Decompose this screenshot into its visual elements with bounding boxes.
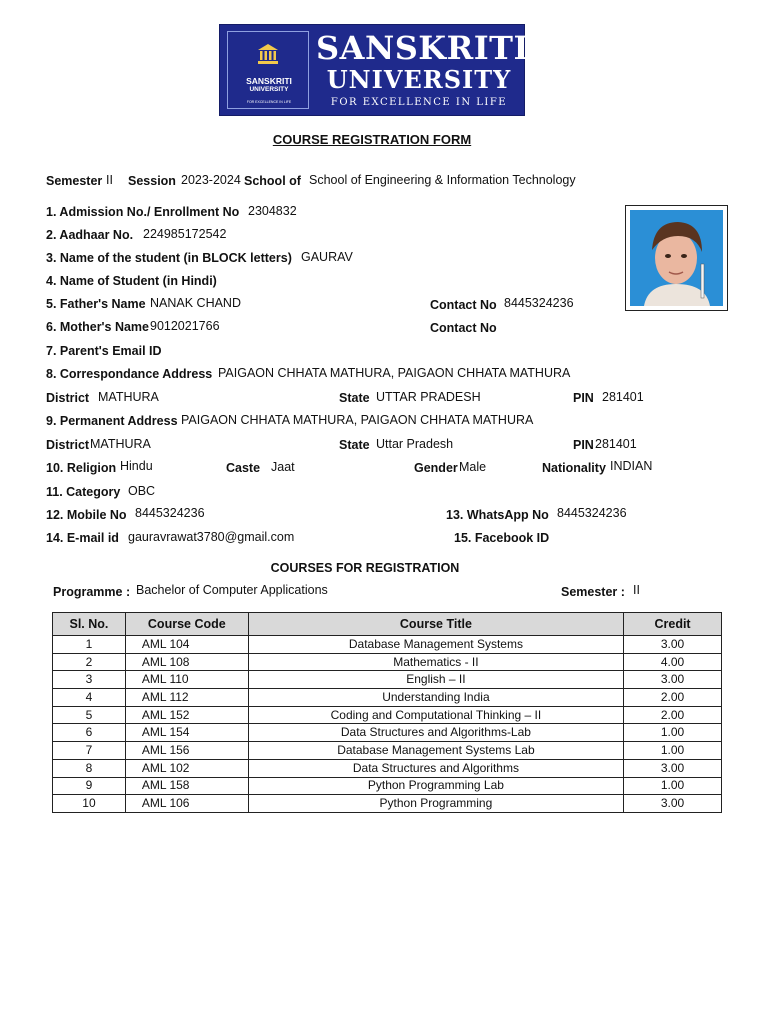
state2-value: Uttar Pradesh [376, 437, 454, 451]
courses-table [52, 612, 722, 813]
programme-value: Bachelor of Computer Applications [136, 583, 328, 597]
cell-course-title: English – II [248, 671, 623, 689]
logo-tagline: FOR EXCELLENCE IN LIFE [330, 97, 508, 108]
perm-address-value: PAIGAON CHHATA MATHURA, PAIGAON CHHATA MATHURA [181, 413, 534, 427]
religion-value: Hindu [120, 459, 153, 473]
cell-sl-no: 7 [53, 742, 126, 760]
district-label: District [46, 391, 90, 405]
table-row [53, 759, 722, 777]
cell-course-title: Database Management Systems [248, 636, 623, 654]
form-title: COURSE REGISTRATION FORM [272, 132, 472, 147]
cell-course-code: AML 102 [125, 759, 248, 777]
district2-value: MATHURA [90, 437, 151, 451]
whatsapp-label: 13. WhatsApp No [446, 508, 549, 522]
state2-label: State [339, 438, 370, 452]
cell-course-title: Coding and Computational Thinking – II [248, 706, 623, 724]
programme-semester-value: II [633, 583, 640, 597]
aadhaar-value: 224985172542 [143, 227, 227, 241]
admission-value: 2304832 [248, 204, 297, 218]
cell-credit: 3.00 [624, 795, 722, 813]
cell-credit: 1.00 [624, 724, 722, 742]
table-row [53, 724, 722, 742]
session-label: Session [128, 174, 176, 188]
cell-credit: 3.00 [624, 759, 722, 777]
cell-course-code: AML 110 [125, 671, 248, 689]
nationality-value: INDIAN [610, 459, 653, 473]
courses-heading: COURSES FOR REGISTRATION [270, 561, 460, 575]
table-header-row [53, 613, 722, 636]
gender-label: Gender [414, 461, 458, 475]
state-label: State [339, 391, 370, 405]
cell-credit: 1.00 [624, 742, 722, 760]
cell-sl-no: 3 [53, 671, 126, 689]
student-name-label: 3. Name of the student (in BLOCK letters) [46, 251, 292, 265]
logo-name-line2: UNIVERSITY [326, 65, 512, 94]
parent-email-label: 7. Parent's Email ID [46, 344, 162, 358]
table-row [53, 653, 722, 671]
mother-name-label: 6. Mother's Name [46, 320, 150, 334]
emblem-name-1: SANSKRITI [246, 76, 292, 86]
cell-sl-no: 2 [53, 653, 126, 671]
cell-course-title: Python Programming Lab [248, 777, 623, 795]
table-row [53, 742, 722, 760]
corr-address-value: PAIGAON CHHATA MATHURA, PAIGAON CHHATA MATHURA [218, 366, 571, 380]
table-row [53, 795, 722, 813]
perm-address-label: 9. Permanent Address [46, 414, 178, 428]
cell-sl-no: 5 [53, 706, 126, 724]
district2-label: District [46, 438, 90, 452]
cell-course-title: Data Structures and Algorithms-Lab [248, 724, 623, 742]
programme-label: Programme : [53, 585, 131, 599]
religion-label: 10. Religion [46, 461, 117, 475]
caste-value: Jaat [271, 460, 295, 474]
col-header-sl-no: Sl. No. [53, 613, 126, 636]
aadhaar-label: 2. Aadhaar No. [46, 228, 134, 242]
logo-emblem-box [227, 31, 309, 109]
cell-sl-no: 4 [53, 689, 126, 707]
cell-course-title: Mathematics - II [248, 653, 623, 671]
cell-credit: 1.00 [624, 777, 722, 795]
emblem-tagline: FOR EXCELLENCE IN LIFE [246, 100, 292, 104]
building-icon [256, 42, 280, 66]
cell-course-title: Python Programming [248, 795, 623, 813]
student-portrait-icon [626, 206, 727, 310]
email-value: gauravrawat3780@gmail.com [128, 530, 295, 544]
state-value: UTTAR PRADESH [376, 390, 481, 404]
mobile-value: 8445324236 [135, 506, 205, 520]
corr-address-label: 8. Correspondance Address [46, 367, 213, 381]
table-row [53, 636, 722, 654]
cell-sl-no: 6 [53, 724, 126, 742]
father-name-label: 5. Father's Name [46, 297, 146, 311]
cell-course-code: AML 158 [125, 777, 248, 795]
school-value: School of Engineering & Information Technology [309, 173, 576, 187]
hindi-name-label: 4. Name of Student (in Hindi) [46, 274, 217, 288]
table-row [53, 671, 722, 689]
session-value: 2023-2024 [181, 173, 241, 187]
school-label: School of [244, 174, 301, 188]
pin2-value: 281401 [595, 437, 637, 451]
cell-course-code: AML 108 [125, 653, 248, 671]
cell-course-code: AML 152 [125, 706, 248, 724]
emblem-name-2: UNIVERSITY [249, 86, 289, 93]
table-row [53, 777, 722, 795]
gender-value: Male [459, 460, 487, 474]
university-logo [219, 24, 529, 116]
col-header-course-title: Course Title [248, 613, 623, 636]
cell-sl-no: 9 [53, 777, 126, 795]
admission-label: 1. Admission No./ Enrollment No [46, 205, 240, 219]
father-contact-value: 8445324236 [504, 296, 574, 310]
student-name-value: GAURAV [301, 250, 353, 264]
mother-name-value: 9012021766 [150, 319, 220, 333]
student-photo [625, 205, 728, 311]
caste-label: Caste [226, 461, 261, 475]
cell-course-code: AML 154 [125, 724, 248, 742]
father-contact-label: Contact No [430, 298, 497, 312]
cell-course-code: AML 156 [125, 742, 248, 760]
nationality-label: Nationality [542, 461, 606, 475]
programme-semester-label: Semester : [561, 585, 625, 599]
col-header-course-code: Course Code [125, 613, 248, 636]
cell-course-code: AML 104 [125, 636, 248, 654]
cell-sl-no: 8 [53, 759, 126, 777]
cell-sl-no: 1 [53, 636, 126, 654]
cell-course-code: AML 112 [125, 689, 248, 707]
semester-value: II [106, 173, 113, 187]
table-row [53, 689, 722, 707]
semester-label: Semester [46, 174, 103, 188]
email-label: 14. E-mail id [46, 531, 119, 545]
cell-course-title: Database Management Systems Lab [248, 742, 623, 760]
father-name-value: NANAK CHAND [150, 296, 241, 310]
pin2-label: PIN [573, 438, 594, 452]
category-label: 11. Category [46, 485, 121, 499]
mobile-label: 12. Mobile No [46, 508, 127, 522]
whatsapp-value: 8445324236 [557, 506, 627, 520]
facebook-label: 15. Facebook ID [454, 531, 550, 545]
cell-sl-no: 10 [53, 795, 126, 813]
cell-credit: 2.00 [624, 689, 722, 707]
logo-name-line1: SANSKRITI [316, 29, 529, 67]
col-header-credit: Credit [624, 613, 722, 636]
pin-label: PIN [573, 391, 594, 405]
pin-value: 281401 [602, 390, 644, 404]
mother-contact-label: Contact No [430, 321, 497, 335]
cell-course-title: Data Structures and Algorithms [248, 759, 623, 777]
cell-credit: 2.00 [624, 706, 722, 724]
cell-credit: 4.00 [624, 653, 722, 671]
cell-course-title: Understanding India [248, 689, 623, 707]
cell-credit: 3.00 [624, 671, 722, 689]
cell-credit: 3.00 [624, 636, 722, 654]
category-value: OBC [128, 484, 156, 498]
cell-course-code: AML 106 [125, 795, 248, 813]
district-value: MATHURA [98, 390, 159, 404]
table-row [53, 706, 722, 724]
